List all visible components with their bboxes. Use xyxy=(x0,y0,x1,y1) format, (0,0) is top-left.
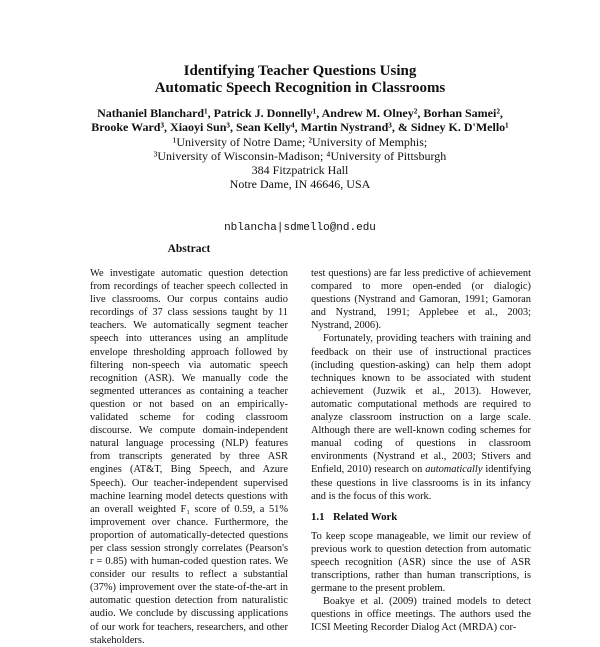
paper-title xyxy=(0,63,600,97)
abstract-column xyxy=(90,267,288,647)
contact-email: nblancha|sdmello@nd.edu xyxy=(224,222,376,234)
address-line-1: 384 Fitzpatrick Hall xyxy=(251,163,349,178)
section-heading xyxy=(311,511,531,524)
body-column xyxy=(311,267,531,635)
title-line-1: Identifying Teacher Questions Using xyxy=(183,63,417,79)
affiliation-line-2: ³University of Wisconsin-Madison; ⁴University of Pittsburgh xyxy=(153,148,447,163)
body-paragraph-2 xyxy=(311,332,531,502)
para2-emphasis: automatically xyxy=(425,464,483,476)
section-title: Related Work xyxy=(333,510,398,523)
body-paragraph-3: To keep scope manageable, we limit our review of previous work to question detection from automatic speech recognition (ASR) since the use of ASR transcriptions, rather than human transcriptions, is germane to the present problem. xyxy=(311,530,531,595)
address-line-2: Notre Dame, IN 46646, USA xyxy=(229,177,371,192)
author-block xyxy=(0,106,600,192)
section-number: 1.1 xyxy=(311,510,325,523)
authors-line-1: Nathaniel Blanchard¹, Patrick J. Donnelly¹, Andrew M. Olney², Borhan Samei², xyxy=(97,106,503,120)
body-paragraph-4: Boakye et al. (2009) trained models to detect questions in office meetings. The authors used the ICSI Meeting Recorder Dialog Act (MRDA) cor- xyxy=(311,596,531,634)
authors-line-2: Brooke Ward³, Xiaoyi Sun³, Sean Kelly⁴, Martin Nystrand³, & Sidney K. D'Mello¹ xyxy=(91,120,509,135)
para2-text-b: identifying these questions in live classrooms is in its infancy and is the focus of this work. xyxy=(311,464,531,502)
para2-text-a: Fortunately, providing teachers with training and feedback on their use of instructional practices (including question-asking) can help them adopt techniques known to be associated with student achievement (Juzwik et al., 2013). However, automatic computational methods are required to analyze classroom instruction on a large scale. Although there are well-known coding schemes for manual coding of questions in classroom environments (Nystrand et al., 2003; Stivers and Enfield, 2010) research on xyxy=(311,333,531,476)
title-line-2: Automatic Speech Recognition in Classrooms xyxy=(154,80,446,96)
body-paragraph-1: test questions) are far less predictive of achievement compared to more open-ended (or dialogic) questions (Nystrand and Gamoran, 1991; Gamoran and Nystrand, 1991; Applebee et al., 2003; Nystrand, 2006). xyxy=(311,268,531,332)
affiliation-line-1: ¹University of Notre Dame; ²University of Memphis; xyxy=(172,134,428,149)
abstract-text: We investigate automatic question detection from recordings of teacher speech collected in live classrooms. Our corpus contains audio recordings of 37 class sessions taught by 11 teachers. We automatically segment teacher speech into utterances using an amplitude envelope thresholding approach followed by filtering non-speech via automatic speech recognition (ASR). We manually code the segmented utterances as containing a teacher question or not based on an empirically-validated scheme for coding classroom discourse. We compute domain-independent natural language processing (NLP) features from transcripts generated by three ASR engines (AT&T, Bing Speech, and Azure Speech). Our teacher-independent supervised machine learning model detects questions with an overall weighted F₁ score of 0.59, a 51% improvement over chance. Furthermore, the proportion of automatically-detected questions per class session strongly correlates (Pearson's r = 0.85) with human-coded question rates. We consider our results to reflect a substantial (37%) improvement over the state-of-the-art in automatic question detection from naturalistic audio. We conclude by discussing applications of our work for teachers, researchers, and other stakeholders. xyxy=(90,268,288,646)
abstract-heading: Abstract xyxy=(167,243,211,255)
